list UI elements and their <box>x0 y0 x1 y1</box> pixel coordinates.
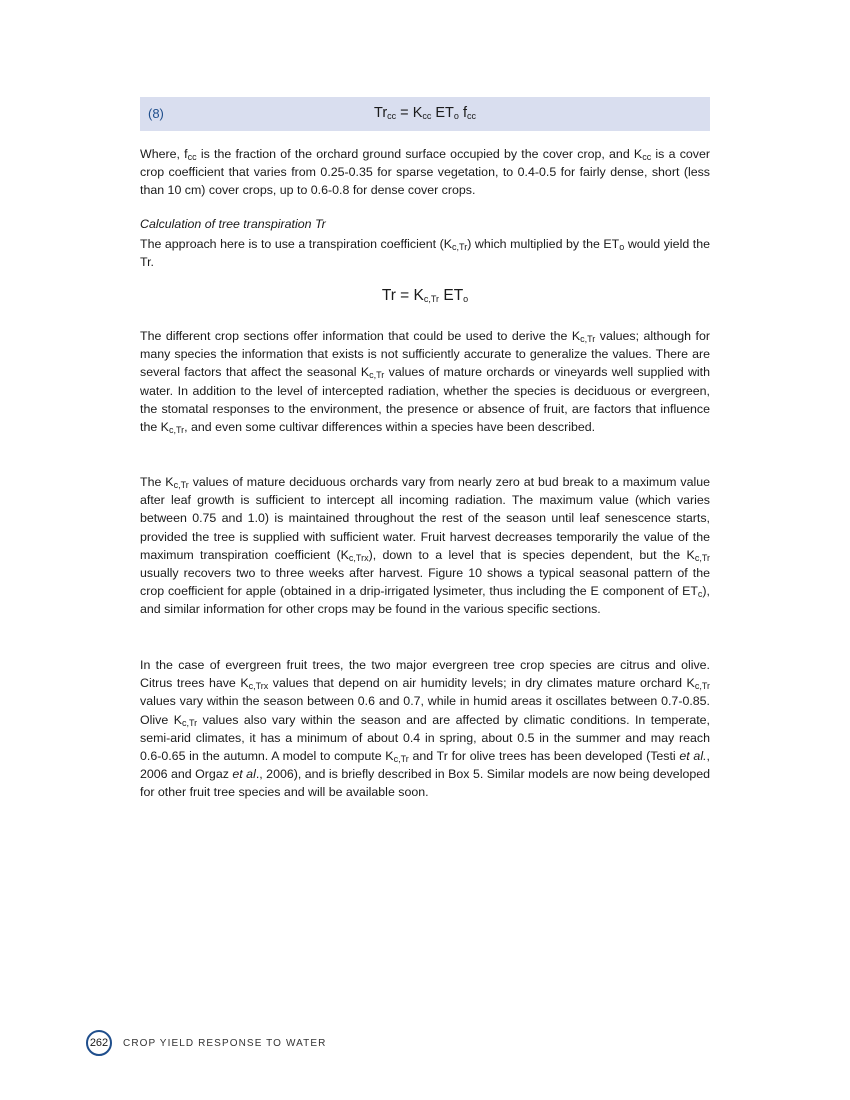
equation-number: (8) <box>148 106 164 121</box>
page-number: 262 <box>86 1030 112 1056</box>
paragraph-evergreen: In the case of evergreen fruit trees, the two major evergreen tree crop species are citrus and olive. Citrus trees have $K_{c,Trx}$ values that depend on air humidity levels; in dry climates mature orchard $K_{c,Tr}$ values vary within the season between 0.6 and 0.7, while in humid areas it oscillates between 0.7-0.85. Olive $K_{c,Tr}$ values also vary within the season and are affected by climatic conditions. In temperate, semi-arid climates, it has a minimum of about 0.4 in spring, about 0.5 in the summer and may reach 0.6-0.65 in the autumn. A model to compute $K_{c,Tr}$ and Tr for olive trees has been developed (Testi et al., 2006 and Orgaz et al., 2006), and is briefly described in Box 5. Similar models are now being developed for other fruit tree species and will be available soon. <box>140 658 711 800</box>
paragraph-crop-sections: The different crop sections offer information that could be used to derive the $K_{c,Tr}$ values; although for many species the information that exists is not sufficiently accurate to generalize the values. There are several factors that affect the seasonal $K_{c,Tr}$ values of mature orchards or vineyards well supplied with water. In addition to the level of intercepted radiation, whether the species is deciduous or evergreen, the stomatal responses to the environment, the presence or absence of fruit, are factors that influence the $K_{c,Tr}$, and even some cultivar differences within a species have been described. <box>140 329 710 436</box>
paragraph-deciduous: The $K_{c,Tr}$ values of mature deciduous orchards vary from nearly zero at bud break to a maximum value after leaf growth is sufficient to intercept all incoming radiation. The maximum value (which varies between 0.75 and 1.0) is maintained throughout the rest of the season until leaf senescence starts, provided the tree is supplied with sufficient water. Fruit harvest decreases temporarily the value of the maximum transpiration coefficient $(K_{c,Trx})$, down to a level that is species dependent, but the $K_{c,Tr}$ usually recovers two to three weeks after harvest. Figure 10 shows a typical seasonal pattern of the crop coefficient for apple (obtained in a drip-irrigated lysimeter, thus including the E component of $ET_c$), and similar information for other crops may be found in the various specific sections. <box>140 475 711 617</box>
section-heading: Calculation of tree transpiration Tr <box>140 217 326 231</box>
equation-tr: $Tr = K_{c,Tr}$ $ET_o$ <box>381 287 469 304</box>
equation-8-box <box>140 97 710 131</box>
paragraph-approach: The approach here is to use a transpiration coefficient $(K_{c,Tr})$ which multiplied by the $ET_o$ would yield the Tr. <box>140 237 710 270</box>
equation-8: $Tr_{cc} = K_{cc}$ $ET_o$ $f_{cc}$ <box>374 105 476 121</box>
running-footer-title: CROP YIELD RESPONSE TO WATER <box>123 1038 327 1049</box>
paragraph-fcc-definition: Where, $f_{cc}$ is the fraction of the orchard ground surface occupied by the cover crop, and $K_{cc}$ is a cover crop coefficient that varies from 0.25-0.35 for sparse vegetation, to 0.4-0.5 for fairly dense, short (less than 10 cm) cover crops, up to 0.6-0.8 for dense cover crops. <box>140 147 711 198</box>
